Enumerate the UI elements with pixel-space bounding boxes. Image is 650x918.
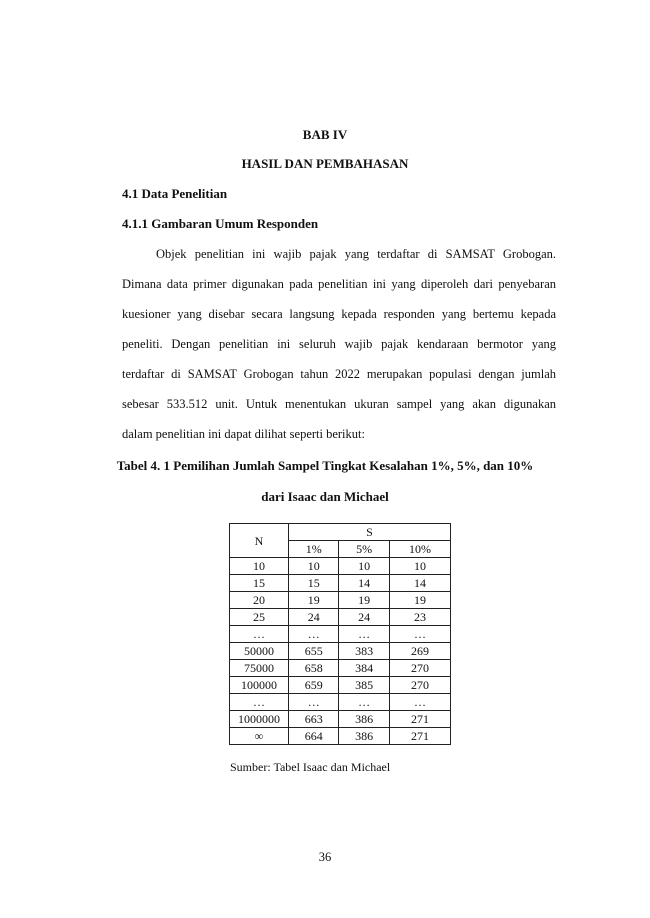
table-cell: 10: [289, 558, 339, 575]
table-cell: 14: [339, 575, 389, 592]
subsection-heading: 4.1.1 Gambaran Umum Responden: [122, 216, 319, 231]
table-cell: 658: [289, 660, 339, 677]
table-cell: 10: [230, 558, 289, 575]
table-cell: …: [339, 694, 389, 711]
table-cell: 25: [230, 609, 289, 626]
table-cell: …: [230, 626, 289, 643]
paragraph-line: peneliti. Dengan penelitian ini seluruh wajib pajak kendaraan bermotor yang: [122, 337, 556, 351]
paragraph-line: kuesioner yang disebar secara langsung kepada responden yang bertemu kepada: [122, 307, 556, 321]
table-cell: …: [289, 626, 339, 643]
page-number: 36: [318, 850, 332, 864]
table-row: [230, 558, 451, 575]
table-row: [230, 609, 451, 626]
table-cell: 24: [289, 609, 339, 626]
table-cell: 19: [339, 592, 389, 609]
table-cell: 75000: [230, 660, 289, 677]
sample-size-table: [229, 523, 451, 745]
table-cell: 24: [339, 609, 389, 626]
table-row: [230, 677, 451, 694]
table-cell: 270: [389, 660, 450, 677]
table-cell: ∞: [230, 728, 289, 745]
table-cell: 10: [339, 558, 389, 575]
table-cell: 655: [289, 643, 339, 660]
table-row: [230, 694, 451, 711]
table-cell: 384: [339, 660, 389, 677]
table-caption-line2: dari Isaac dan Michael: [261, 489, 389, 504]
table-row: [230, 643, 451, 660]
table-cell: 385: [339, 677, 389, 694]
paragraph-line: dalam penelitian ini dapat dilihat seperti berikut:: [122, 427, 365, 441]
table-cell: 663: [289, 711, 339, 728]
table-body: [230, 558, 451, 745]
table-row: [230, 592, 451, 609]
header-10pct: 10%: [389, 541, 450, 558]
table-cell: 19: [289, 592, 339, 609]
table-row: [230, 626, 451, 643]
paragraph-line: Dimana data primer digunakan pada penelitian ini yang diperoleh dari penyebaran: [122, 277, 556, 291]
table-caption-line1: Tabel 4. 1 Pemilihan Jumlah Sampel Tingkat Kesalahan 1%, 5%, dan 10%: [116, 458, 534, 473]
table-cell: …: [289, 694, 339, 711]
table-row: [230, 711, 451, 728]
header-1pct: 1%: [289, 541, 339, 558]
table-cell: 20: [230, 592, 289, 609]
table-cell: 1000000: [230, 711, 289, 728]
header-5pct: 5%: [339, 541, 389, 558]
table-cell: 50000: [230, 643, 289, 660]
chapter-title: HASIL DAN PEMBAHASAN: [241, 156, 409, 171]
table-cell: 100000: [230, 677, 289, 694]
table-cell: 15: [289, 575, 339, 592]
body-paragraph: [122, 239, 556, 449]
table-row: [230, 575, 451, 592]
table-cell: …: [339, 626, 389, 643]
table-cell: 270: [389, 677, 450, 694]
header-s: S: [289, 524, 451, 541]
paragraph-line: sebesar 533.512 unit. Untuk menentukan ukuran sampel yang akan digunakan: [122, 397, 556, 411]
section-heading: 4.1 Data Penelitian: [122, 186, 228, 201]
table-source: Sumber: Tabel Isaac dan Michael: [230, 760, 391, 774]
paragraph-line: Objek penelitian ini wajib pajak yang terdaftar di SAMSAT Grobogan.: [156, 247, 556, 261]
table-cell: 23: [389, 609, 450, 626]
table-cell: …: [230, 694, 289, 711]
table-cell: …: [389, 626, 450, 643]
table-cell: 14: [389, 575, 450, 592]
table-cell: 271: [389, 711, 450, 728]
table-row: [230, 728, 451, 745]
table-cell: 664: [289, 728, 339, 745]
table-cell: 659: [289, 677, 339, 694]
table-cell: 19: [389, 592, 450, 609]
chapter-number: BAB IV: [302, 127, 348, 142]
table-cell: 383: [339, 643, 389, 660]
table-cell: 269: [389, 643, 450, 660]
table-header-row: [230, 524, 451, 541]
paragraph-line: terdaftar di SAMSAT Grobogan tahun 2022 merupakan populasi dengan jumlah: [122, 367, 556, 381]
table-cell: 386: [339, 728, 389, 745]
table-cell: 15: [230, 575, 289, 592]
table-row: [230, 660, 451, 677]
table-cell: 386: [339, 711, 389, 728]
table-cell: 271: [389, 728, 450, 745]
table-cell: 10: [389, 558, 450, 575]
table-cell: …: [389, 694, 450, 711]
header-n: N: [230, 524, 289, 558]
